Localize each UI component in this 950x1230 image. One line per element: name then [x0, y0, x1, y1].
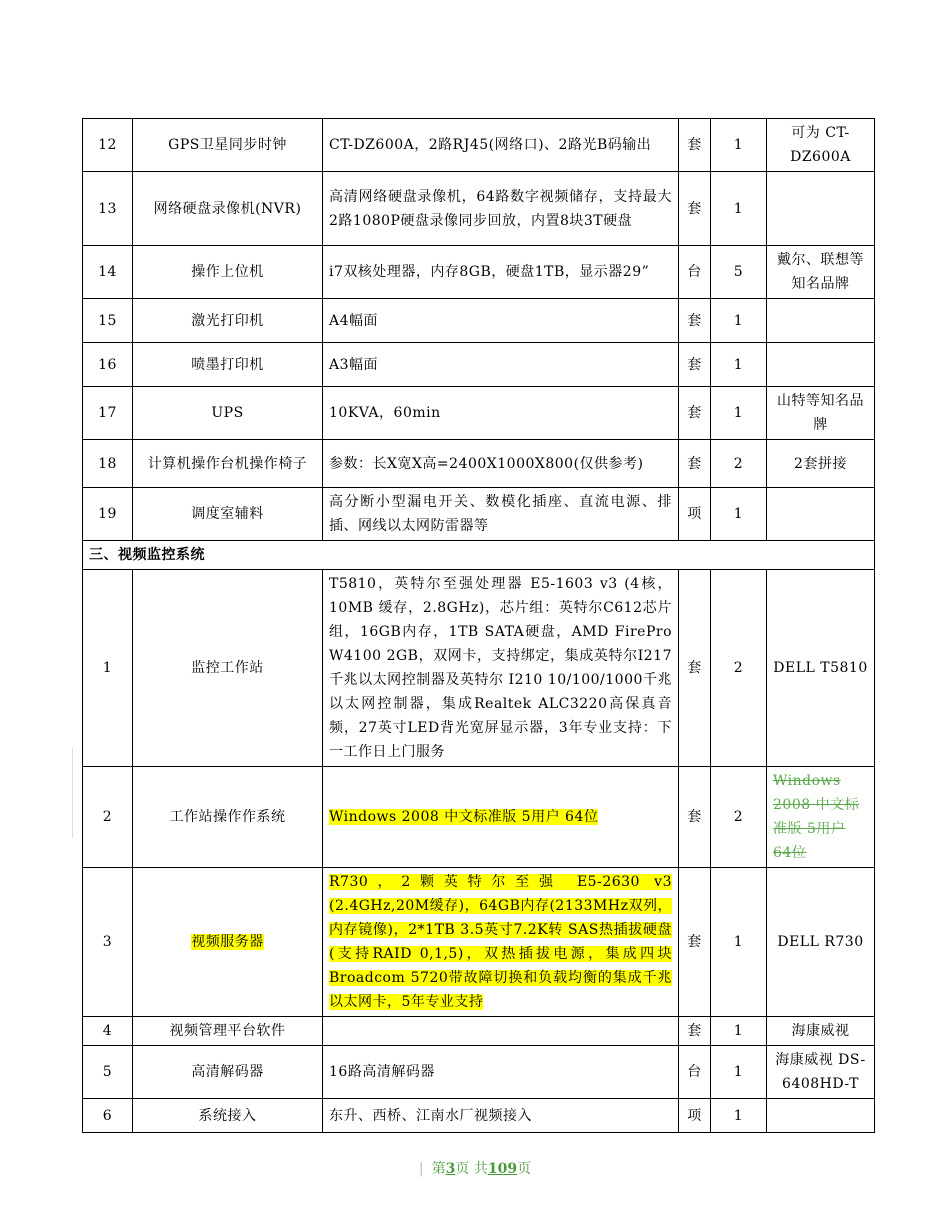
row-number: 6	[83, 1099, 133, 1133]
item-spec: 东升、西桥、江南水厂视频接入	[323, 1099, 679, 1133]
item-note	[767, 488, 875, 541]
item-unit: 项	[679, 1099, 711, 1133]
table-row	[83, 343, 875, 387]
footer-suffix: 页	[517, 1161, 532, 1177]
row-number: 19	[83, 488, 133, 541]
table-row	[83, 488, 875, 541]
deleted-text: Windows 2008 中文标准版 5用户 64位	[773, 773, 860, 861]
table-row	[83, 119, 875, 172]
table-row	[83, 387, 875, 440]
item-spec: 16路高清解码器	[323, 1046, 679, 1099]
item-spec: 高分断小型漏电开关、数模化插座、直流电源、排插、网线以太网防雷器等	[323, 488, 679, 541]
section-header-row	[83, 541, 875, 570]
item-unit: 套	[679, 172, 711, 246]
item-spec: 10KVA，60min	[323, 387, 679, 440]
highlighted-text: 视频服务器	[191, 934, 264, 950]
item-note	[767, 299, 875, 343]
item-note	[767, 172, 875, 246]
row-number: 13	[83, 172, 133, 246]
item-note	[767, 1099, 875, 1133]
item-name: 系统接入	[133, 1099, 323, 1133]
row-number: 17	[83, 387, 133, 440]
table-row	[83, 246, 875, 299]
item-spec: A4幅面	[323, 299, 679, 343]
highlighted-text: Windows 2008 中文标准版 5用户 64位	[329, 809, 599, 825]
table-row	[83, 440, 875, 488]
item-quantity: 1	[711, 119, 767, 172]
item-quantity: 5	[711, 246, 767, 299]
row-number: 16	[83, 343, 133, 387]
item-note	[767, 767, 875, 868]
item-name: 调度室辅料	[133, 488, 323, 541]
row-number: 15	[83, 299, 133, 343]
row-number: 3	[83, 868, 133, 1017]
item-quantity: 1	[711, 387, 767, 440]
table-row	[83, 1046, 875, 1099]
item-unit: 套	[679, 299, 711, 343]
item-unit: 套	[679, 570, 711, 767]
item-unit: 套	[679, 387, 711, 440]
item-note: 海康威视	[767, 1017, 875, 1046]
item-note: 2套拼接	[767, 440, 875, 488]
item-spec: 参数：长X宽X高=2400X1000X800(仅供参考)	[323, 440, 679, 488]
item-name: UPS	[133, 387, 323, 440]
item-quantity: 1	[711, 299, 767, 343]
item-spec: A3幅面	[323, 343, 679, 387]
section-title: 三、视频监控系统	[83, 541, 875, 570]
item-note: 山特等知名品牌	[767, 387, 875, 440]
item-name: 操作上位机	[133, 246, 323, 299]
item-spec: CT-DZ600A，2路RJ45(网络口)、2路光B码输出	[323, 119, 679, 172]
item-name: 计算机操作台机操作椅子	[133, 440, 323, 488]
margin-change-bar	[72, 748, 73, 838]
item-name: 高清解码器	[133, 1046, 323, 1099]
item-quantity: 1	[711, 343, 767, 387]
table-row	[83, 868, 875, 1017]
row-number: 2	[83, 767, 133, 868]
item-quantity: 2	[711, 767, 767, 868]
page-footer	[0, 1158, 950, 1178]
row-number: 1	[83, 570, 133, 767]
item-spec: i7双核处理器，内存8GB，硬盘1TB，显示器29”	[323, 246, 679, 299]
footer-prefix: 第	[431, 1161, 446, 1177]
item-quantity: 2	[711, 440, 767, 488]
table-row	[83, 1017, 875, 1046]
table-row	[83, 299, 875, 343]
current-page-number: 3	[445, 1161, 456, 1177]
item-spec	[323, 1017, 679, 1046]
item-quantity: 1	[711, 1099, 767, 1133]
item-note: DELL T5810	[767, 570, 875, 767]
item-quantity: 2	[711, 570, 767, 767]
item-unit: 套	[679, 343, 711, 387]
item-name: 激光打印机	[133, 299, 323, 343]
row-number: 12	[83, 119, 133, 172]
item-unit: 台	[679, 1046, 711, 1099]
equipment-table	[82, 118, 875, 1133]
total-page-count: 109	[487, 1161, 518, 1177]
item-spec: 高清网络硬盘录像机，64路数字视频储存，支持最大2路1080P硬盘录像同步回放，内置8块3T硬盘	[323, 172, 679, 246]
row-number: 5	[83, 1046, 133, 1099]
item-name: 视频管理平台软件	[133, 1017, 323, 1046]
table-row	[83, 172, 875, 246]
item-spec	[323, 868, 679, 1017]
row-number: 14	[83, 246, 133, 299]
row-number: 4	[83, 1017, 133, 1046]
item-unit: 套	[679, 119, 711, 172]
item-unit: 套	[679, 440, 711, 488]
footer-middle: 页 共	[455, 1161, 488, 1177]
item-spec	[323, 767, 679, 868]
item-unit: 项	[679, 488, 711, 541]
item-quantity: 1	[711, 1046, 767, 1099]
item-note: 可为 CT-DZ600A	[767, 119, 875, 172]
item-name: GPS卫星同步时钟	[133, 119, 323, 172]
item-spec: T5810，英特尔至强处理器 E5-1603 v3 (4核，10MB 缓存，2.8GHz)，芯片组：英特尔C612芯片组，16GB内存，1TB SATA硬盘，AMD FirePro W4100 2GB，双网卡，支持绑定，集成英特尔I217 千兆以太网控制器及英特尔 I210 10/100/1000千兆以太网控制器，集成Realtek ALC3220高保真音频，27英寸LED背光宽屏显示器，3年专业支持：下一工作日上门服务	[323, 570, 679, 767]
item-quantity: 1	[711, 488, 767, 541]
row-number: 18	[83, 440, 133, 488]
item-unit: 台	[679, 246, 711, 299]
table-row	[83, 570, 875, 767]
item-name: 喷墨打印机	[133, 343, 323, 387]
item-name: 监控工作站	[133, 570, 323, 767]
item-name: 网络硬盘录像机(NVR)	[133, 172, 323, 246]
item-unit: 套	[679, 1017, 711, 1046]
item-note: 戴尔、联想等知名品牌	[767, 246, 875, 299]
item-quantity: 1	[711, 868, 767, 1017]
table-row	[83, 1099, 875, 1133]
item-unit: 套	[679, 868, 711, 1017]
highlighted-text: R730，2颗英特尔至强 E5-2630 v3 (2.4GHz,20M缓存)，64GB内存(2133MHz双列，内存镜像)，2*1TB 3.5英寸7.2K转 SAS热插拔硬盘(支持RAID 0,1,5)，双热插拔电源，集成四块Broadcom 5720带故障切换和负载均衡的集成千兆以太网卡，5年专业支持	[329, 874, 672, 1010]
item-quantity: 1	[711, 1017, 767, 1046]
item-note: 海康威视 DS-6408HD-T	[767, 1046, 875, 1099]
item-note: DELL R730	[767, 868, 875, 1017]
item-name: 工作站操作作系统	[133, 767, 323, 868]
item-quantity: 1	[711, 172, 767, 246]
table-row	[83, 767, 875, 868]
item-unit: 套	[679, 767, 711, 868]
footer-divider: |	[418, 1161, 424, 1177]
item-note	[767, 343, 875, 387]
item-name	[133, 868, 323, 1017]
